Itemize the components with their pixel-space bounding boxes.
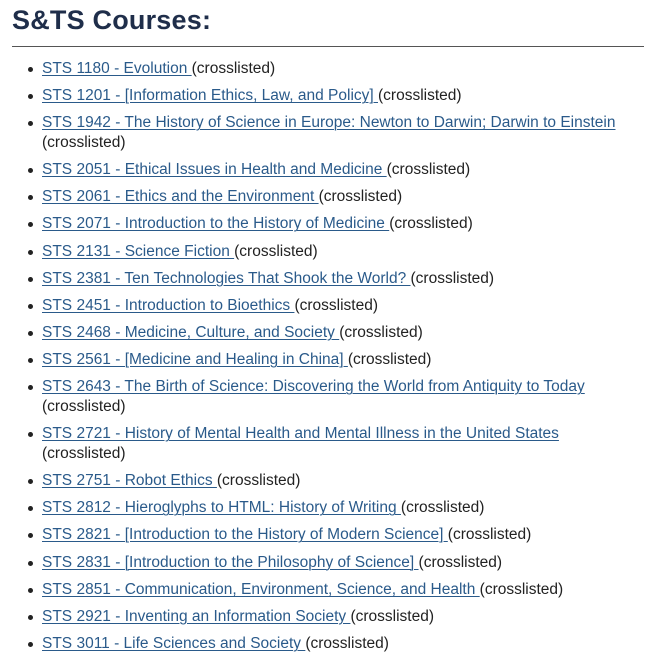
list-item bbox=[0, 113, 650, 153]
list-item bbox=[0, 160, 650, 180]
crosslisted-label: (crosslisted) bbox=[42, 445, 126, 463]
crosslisted-label: (crosslisted) bbox=[400, 499, 485, 517]
bullet-icon bbox=[28, 331, 33, 336]
crosslisted-label: (crosslisted) bbox=[191, 60, 276, 77]
list-item bbox=[0, 607, 650, 627]
bullet-icon bbox=[28, 195, 33, 200]
course-link[interactable]: STS 2812 - Hieroglyphs to HTML: History of Writing bbox=[42, 499, 401, 517]
crosslisted-label: (crosslisted) bbox=[386, 161, 471, 179]
course-link[interactable]: STS 2468 - Medicine, Culture, and Society bbox=[42, 323, 340, 341]
list-item bbox=[0, 214, 650, 234]
bullet-icon bbox=[28, 358, 33, 363]
crosslisted-label: (crosslisted) bbox=[447, 526, 532, 544]
list-item bbox=[0, 553, 650, 573]
bullet-icon bbox=[28, 385, 33, 390]
crosslisted-label: (crosslisted) bbox=[234, 242, 318, 260]
course-link[interactable]: STS 2451 - Introduction to Bioethics bbox=[42, 296, 295, 314]
list-item bbox=[0, 634, 650, 654]
crosslisted-label: (crosslisted) bbox=[389, 215, 473, 233]
crosslisted-label: (crosslisted) bbox=[42, 398, 126, 416]
list-item bbox=[0, 350, 650, 370]
course-link[interactable]: STS 2821 - [Introduction to the History of Modern Science] bbox=[42, 526, 448, 544]
bullet-icon bbox=[28, 479, 33, 484]
bullet-icon bbox=[28, 615, 33, 620]
crosslisted-label: (crosslisted) bbox=[347, 350, 432, 368]
course-link[interactable]: STS 2131 - Science Fiction bbox=[42, 242, 235, 260]
course-link[interactable]: STS 2721 - History of Mental Health and Mental Illness in the United States bbox=[42, 425, 559, 443]
crosslisted-label: (crosslisted) bbox=[378, 87, 462, 105]
list-item bbox=[0, 525, 650, 545]
crosslisted-label: (crosslisted) bbox=[216, 472, 301, 490]
course-link[interactable]: STS 2381 - Ten Technologies That Shook the World? bbox=[42, 269, 411, 287]
list-item bbox=[0, 296, 650, 316]
list-item bbox=[0, 269, 650, 289]
course-link[interactable]: STS 2643 - The Birth of Science: Discovering the World from Antiquity to Today bbox=[42, 378, 585, 396]
course-link[interactable]: STS 2851 - Communication, Environment, Science, and Health bbox=[42, 580, 480, 598]
course-link[interactable]: STS 2561 - [Medicine and Healing in China] bbox=[42, 350, 348, 368]
bullet-icon bbox=[28, 168, 33, 173]
crosslisted-label: (crosslisted) bbox=[410, 269, 495, 287]
course-link[interactable]: STS 1942 - The History of Science in Europe: Newton to Darwin; Darwin to Einstein bbox=[42, 114, 616, 132]
crosslisted-label: (crosslisted) bbox=[318, 188, 403, 206]
course-link[interactable]: STS 2071 - Introduction to the History of Medicine bbox=[42, 215, 390, 233]
course-link[interactable]: STS 2831 - [Introduction to the Philosophy of Science] bbox=[42, 553, 419, 571]
crosslisted-label: (crosslisted) bbox=[339, 323, 423, 341]
list-item bbox=[0, 59, 650, 79]
bullet-icon bbox=[28, 432, 33, 437]
crosslisted-label: (crosslisted) bbox=[294, 296, 378, 314]
course-link[interactable]: STS 2921 - Inventing an Information Society bbox=[42, 607, 351, 625]
bullet-icon bbox=[28, 642, 33, 647]
crosslisted-label: (crosslisted) bbox=[350, 607, 434, 625]
course-link[interactable]: STS 2751 - Robot Ethics bbox=[42, 472, 217, 490]
crosslisted-label: (crosslisted) bbox=[42, 134, 126, 152]
bullet-icon bbox=[28, 222, 33, 227]
bullet-icon bbox=[28, 561, 33, 566]
list-item bbox=[0, 424, 650, 464]
bullet-icon bbox=[28, 588, 33, 593]
list-item bbox=[0, 187, 650, 207]
bullet-icon bbox=[28, 250, 33, 255]
course-link[interactable]: STS 3011 - Life Sciences and Society bbox=[42, 634, 306, 652]
list-item bbox=[0, 377, 650, 417]
course-list bbox=[0, 59, 650, 661]
bullet-icon bbox=[28, 121, 33, 126]
course-link[interactable]: STS 2061 - Ethics and the Environment bbox=[42, 188, 319, 206]
page-title: S&TS Courses: bbox=[12, 5, 212, 35]
list-item bbox=[0, 580, 650, 600]
bullet-icon bbox=[28, 533, 33, 538]
course-link[interactable]: STS 1180 - Evolution bbox=[42, 60, 192, 77]
list-item bbox=[0, 323, 650, 343]
bullet-icon bbox=[28, 304, 33, 309]
list-item bbox=[0, 242, 650, 262]
list-item bbox=[0, 471, 650, 491]
course-link[interactable]: STS 2051 - Ethical Issues in Health and Medicine bbox=[42, 161, 387, 179]
bullet-icon bbox=[28, 67, 33, 72]
crosslisted-label: (crosslisted) bbox=[418, 553, 503, 571]
heading-divider bbox=[12, 46, 644, 47]
bullet-icon bbox=[28, 277, 33, 282]
bullet-icon bbox=[28, 506, 33, 511]
list-item bbox=[0, 498, 650, 518]
list-item bbox=[0, 86, 650, 106]
bullet-icon bbox=[28, 94, 33, 99]
crosslisted-label: (crosslisted) bbox=[479, 580, 564, 598]
crosslisted-label: (crosslisted) bbox=[305, 634, 389, 652]
course-link[interactable]: STS 1201 - [Information Ethics, Law, and Policy] bbox=[42, 87, 378, 105]
